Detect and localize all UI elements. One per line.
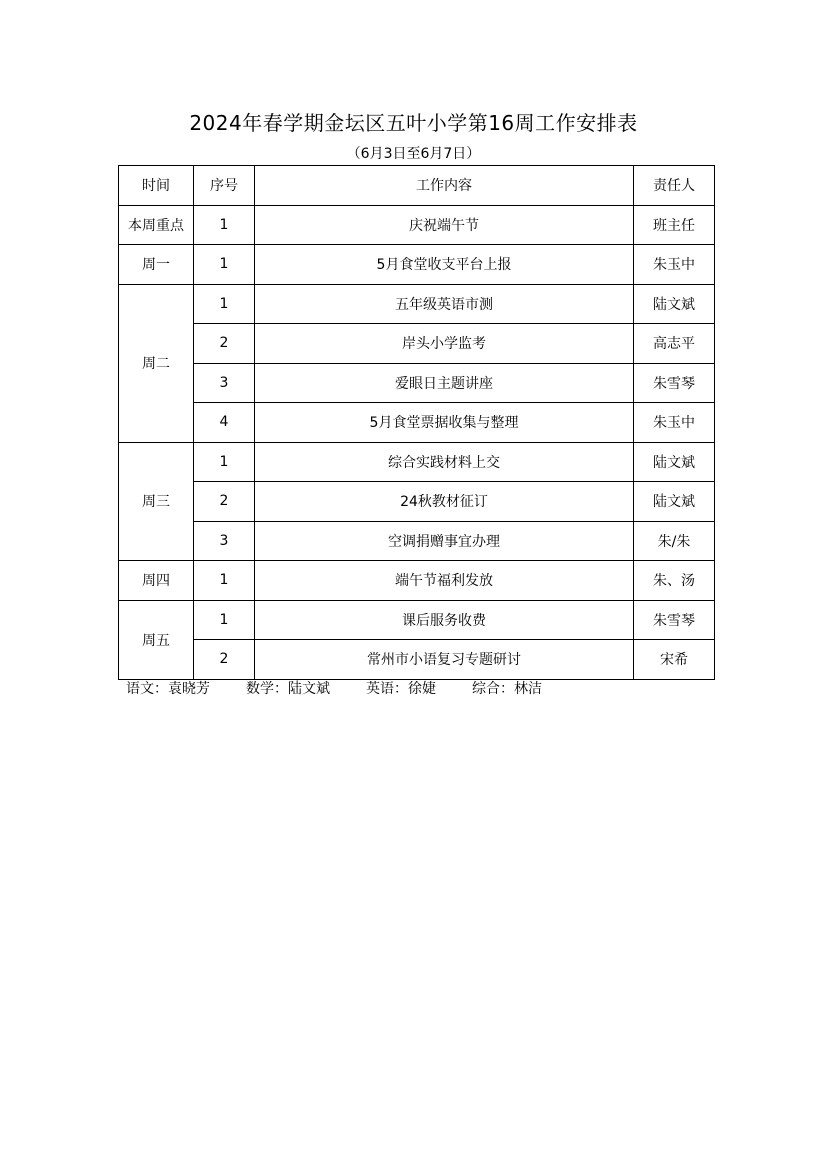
- task-cell: 岸头小学监考: [255, 324, 634, 364]
- seq-cell: 2: [194, 324, 255, 364]
- seq-cell: 3: [194, 521, 255, 561]
- task-cell: 5月食堂收支平台上报: [255, 245, 634, 285]
- table-row: [119, 561, 715, 601]
- header-owner: 责任人: [634, 166, 715, 206]
- table-row: [119, 245, 715, 285]
- owner-cell: 朱、汤: [634, 561, 715, 601]
- owner-cell: 宋希: [634, 640, 715, 680]
- seq-cell: 1: [194, 245, 255, 285]
- seq-cell: 1: [194, 442, 255, 482]
- table-row: [119, 482, 715, 522]
- table-row: [119, 324, 715, 364]
- footer-english: 英语：徐婕: [366, 681, 436, 697]
- table-row: [119, 640, 715, 680]
- day-cell: 周三: [119, 442, 194, 561]
- table-row: [119, 205, 715, 245]
- seq-cell: 2: [194, 482, 255, 522]
- seq-cell: 1: [194, 284, 255, 324]
- header-seq: 序号: [194, 166, 255, 206]
- task-cell: 爱眼日主题讲座: [255, 363, 634, 403]
- owner-cell: 朱玉中: [634, 245, 715, 285]
- owner-cell: 陆文斌: [634, 442, 715, 482]
- seq-cell: 3: [194, 363, 255, 403]
- owner-cell: 朱雪琴: [634, 363, 715, 403]
- task-cell: 24秋教材征订: [255, 482, 634, 522]
- task-cell: 常州市小语复习专题研讨: [255, 640, 634, 680]
- day-cell: 周五: [119, 600, 194, 679]
- task-cell: 课后服务收费: [255, 600, 634, 640]
- owner-cell: 陆文斌: [634, 284, 715, 324]
- seq-cell: 4: [194, 403, 255, 443]
- table-header-row: [119, 166, 715, 206]
- header-task: 工作内容: [255, 166, 634, 206]
- header-day: 时间: [119, 166, 194, 206]
- date-range-subtitle: （6月3日至6月7日）: [346, 146, 481, 162]
- day-cell: 周四: [119, 561, 194, 601]
- owner-cell: 陆文斌: [634, 482, 715, 522]
- seq-cell: 2: [194, 640, 255, 680]
- footer-math: 数学：陆文斌: [246, 681, 330, 697]
- footer-chinese: 语文：袁晓芳: [126, 681, 210, 697]
- day-cell: 周二: [119, 284, 194, 442]
- seq-cell: 1: [194, 205, 255, 245]
- day-cell: 本周重点: [119, 205, 194, 245]
- owner-cell: 班主任: [634, 205, 715, 245]
- owner-cell: 朱雪琴: [634, 600, 715, 640]
- day-cell: 周一: [119, 245, 194, 285]
- table-row: [119, 521, 715, 561]
- table-row: [119, 600, 715, 640]
- footer-general: 综合：林洁: [472, 681, 542, 697]
- task-cell: 庆祝端午节: [255, 205, 634, 245]
- seq-cell: 1: [194, 600, 255, 640]
- owner-cell: 朱玉中: [634, 403, 715, 443]
- owner-cell: 朱/朱: [634, 521, 715, 561]
- page-title: 2024年春学期金坛区五叶小学第16周工作安排表: [189, 111, 638, 135]
- task-cell: 五年级英语市测: [255, 284, 634, 324]
- schedule-table: [118, 165, 715, 680]
- task-cell: 5月食堂票据收集与整理: [255, 403, 634, 443]
- table-row: [119, 284, 715, 324]
- table-row: [119, 403, 715, 443]
- task-cell: 端午节福利发放: [255, 561, 634, 601]
- schedule-body: [119, 205, 715, 679]
- subject-leads-footer: [126, 680, 578, 698]
- table-row: [119, 363, 715, 403]
- task-cell: 空调捐赠事宜办理: [255, 521, 634, 561]
- seq-cell: 1: [194, 561, 255, 601]
- task-cell: 综合实践材料上交: [255, 442, 634, 482]
- owner-cell: 高志平: [634, 324, 715, 364]
- table-row: [119, 442, 715, 482]
